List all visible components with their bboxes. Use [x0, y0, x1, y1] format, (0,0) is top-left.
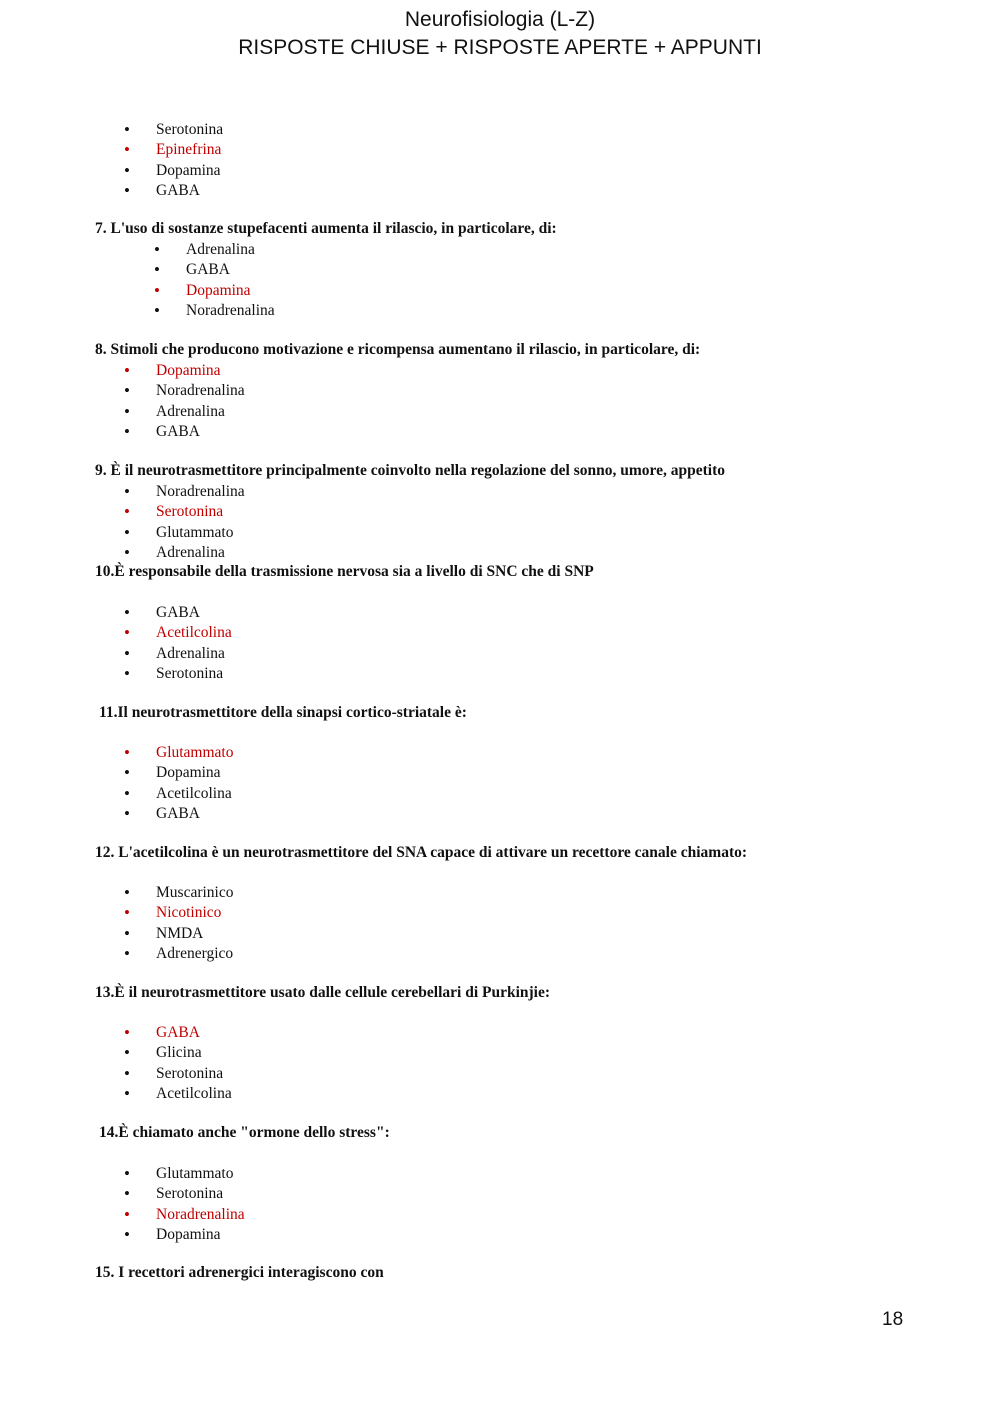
answer-option: • Adrenalina — [186, 240, 275, 260]
option-list — [186, 240, 275, 321]
answer-option-correct: • Nicotinico — [156, 903, 233, 923]
answer-option: • Adrenalina — [156, 543, 245, 563]
answer-option-correct: • Serotonina — [156, 502, 245, 522]
question-8: 8. Stimoli che producono motivazione e ricompensa aumentano il rilascio, in particolare, di: — [95, 341, 701, 358]
option-list — [156, 743, 234, 824]
answer-option-correct: • Glutammato — [156, 743, 234, 763]
question-7: 7. L'uso di sostanze stupefacenti aumenta il rilascio, in particolare, di: — [95, 220, 557, 237]
question-11: 11.Il neurotrasmettitore della sinapsi cortico-striatale è: — [99, 704, 467, 721]
option-list — [156, 883, 233, 964]
answer-option: • Muscarinico — [156, 883, 233, 903]
answer-option: • GABA — [156, 603, 232, 623]
answer-option: • Adrenergico — [156, 944, 233, 964]
answer-option: • Serotonina — [156, 120, 223, 140]
question-9: 9. È il neurotrasmettitore principalmente coinvolto nella regolazione del sonno, umore, appetito — [95, 462, 725, 479]
answer-option-correct: • Dopamina — [186, 281, 275, 301]
answer-option-correct: • Acetilcolina — [156, 623, 232, 643]
answer-option: • Serotonina — [156, 1184, 245, 1204]
option-list — [156, 120, 223, 201]
option-list — [156, 1023, 232, 1104]
document-subtitle: RISPOSTE CHIUSE + RISPOSTE APERTE + APPUNTI — [238, 36, 762, 59]
answer-option-correct: • Dopamina — [156, 361, 245, 381]
answer-option: • Noradrenalina — [156, 482, 245, 502]
answer-option-correct: • GABA — [156, 1023, 232, 1043]
answer-option: • Noradrenalina — [186, 301, 275, 321]
answer-option: • GABA — [156, 422, 245, 442]
question-12: 12. L'acetilcolina è un neurotrasmettitore del SNA capace di attivare un recettore canale chiamato: — [95, 844, 748, 861]
answer-option-correct: • Epinefrina — [156, 140, 223, 160]
answer-option: • Dopamina — [156, 1225, 245, 1245]
answer-option: • GABA — [156, 804, 234, 824]
answer-option: • Serotonina — [156, 664, 232, 684]
answer-option: • Glutammato — [156, 523, 245, 543]
answer-option: • Glicina — [156, 1043, 232, 1063]
answer-option: • Dopamina — [156, 763, 234, 783]
answer-option: • Adrenalina — [156, 402, 245, 422]
question-10: 10.È responsabile della trasmissione nervosa sia a livello di SNC che di SNP — [95, 563, 594, 580]
answer-option: • NMDA — [156, 924, 233, 944]
answer-option: • Glutammato — [156, 1164, 245, 1184]
document-title: Neurofisiologia (L-Z) — [404, 8, 596, 31]
option-list — [156, 603, 232, 684]
answer-option: • GABA — [156, 181, 223, 201]
option-list — [156, 482, 245, 563]
question-15: 15. I recettori adrenergici interagiscono con — [95, 1264, 384, 1281]
question-14: 14.È chiamato anche "ormone dello stress": — [99, 1124, 390, 1141]
option-list — [156, 1164, 245, 1245]
question-13: 13.È il neurotrasmettitore usato dalle cellule cerebellari di Purkinjie: — [95, 984, 551, 1001]
answer-option: • Serotonina — [156, 1064, 232, 1084]
answer-option: • GABA — [186, 260, 275, 280]
answer-option-correct: • Noradrenalina — [156, 1205, 245, 1225]
answer-option: • Dopamina — [156, 161, 223, 181]
answer-option: • Noradrenalina — [156, 381, 245, 401]
answer-option: • Acetilcolina — [156, 1084, 232, 1104]
option-list — [156, 361, 245, 442]
page-number: 18 — [882, 1309, 904, 1330]
answer-option: • Acetilcolina — [156, 784, 234, 804]
answer-option: • Adrenalina — [156, 644, 232, 664]
